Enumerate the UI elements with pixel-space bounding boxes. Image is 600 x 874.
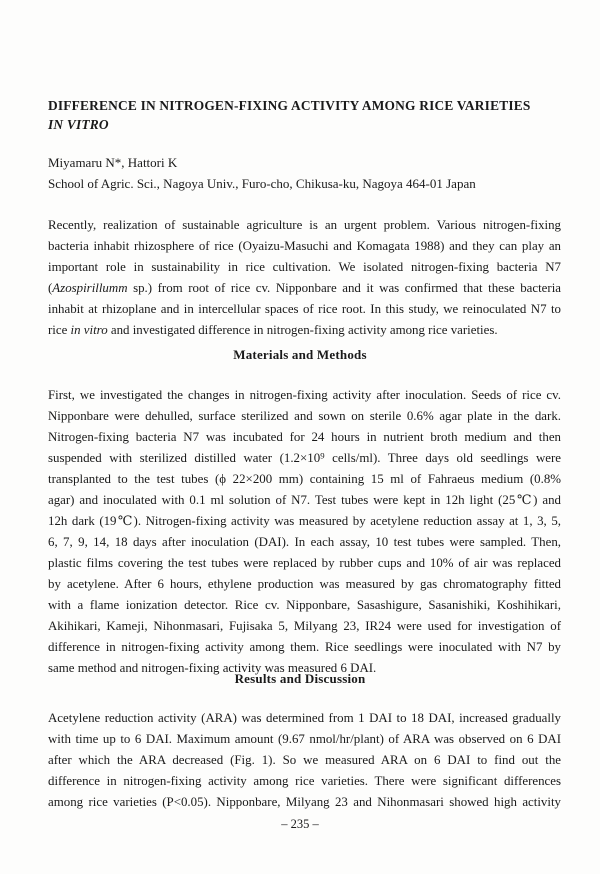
page-number: – 235 – [281, 817, 319, 831]
intro-line: Recently, realization of sustainable agriculture is an urgent problem. Various nitrogen-fixing [48, 218, 561, 232]
section-heading-results: Results and Discussion [234, 671, 366, 686]
methods-line: plastic films covering the test tubes were replaced by rubber cups and 10% of air was replaced [48, 556, 561, 570]
intro-line-last: rice in vitro and investigated difference in nitrogen-fixing activity among rice varieties. [48, 323, 498, 337]
paper-title [48, 96, 568, 134]
methods-line: First, we investigated the changes in nitrogen-fixing activity after inoculation. Seeds of rice cv. [48, 388, 561, 402]
results-paragraph [48, 708, 561, 813]
title-line-1: DIFFERENCE IN NITROGEN-FIXING ACTIVITY AMONG RICE VARIETIES [48, 98, 531, 113]
intro-paragraph [48, 215, 561, 341]
methods-line: difference in nitrogen-fixing activity among them. Rice seedlings were inoculated with N7 by [48, 640, 561, 654]
methods-line: same method and nitrogen-fixing activity was measured 6 DAI. [48, 661, 377, 675]
intro-line: important role in sustainability in rice cultivation. We isolated nitrogen-fixing bacteria N7 [48, 260, 561, 274]
methods-line: Nipponbare were dehulled, surface sterilized and sown on sterile 0.6% agar plate in the dark. [48, 409, 561, 423]
methods-line: suspended with sterilized distilled water (1.2×10⁹ cells/ml). Three days old seedlings were [48, 451, 561, 465]
methods-line: transplanted to the test tubes (ϕ 22×200 mm) containing 15 ml of Fahraeus medium (0.8% [48, 472, 561, 486]
intro-line-species: (Azospirillumm sp.) from root of rice cv. Nipponbare and it was confirmed that these bacteria [48, 281, 561, 295]
results-line: among rice varieties (P<0.05). Nipponbare, Milyang 23 and Nihonmasari showed high activity [48, 795, 561, 809]
methods-paragraph [48, 385, 561, 679]
methods-line: Akihikari, Kameji, Nihonmasari, Fujisaka 5, Milyang 23, IR24 were used for investigation of [48, 619, 561, 633]
results-line: Acetylene reduction activity (ARA) was determined from 1 DAI to 18 DAI, increased gradually [48, 711, 561, 725]
methods-line: 12h dark (19℃). Nitrogen-fixing activity was measured by acetylene reduction assay at 1, 3, 5, [48, 514, 561, 528]
section-heading-methods: Materials and Methods [233, 347, 367, 362]
methods-line: agar) and inoculated with 0.1 ml solution of N7. Test tubes were kept in 12h light (25℃) and [48, 493, 561, 507]
title-line-2: IN VITRO [48, 117, 109, 132]
results-line: after which the ARA decreased (Fig. 1). So we measured ARA on 6 DAI to find out the [48, 753, 561, 767]
methods-line: 6, 7, 9, 14, 18 days after inoculation (DAI). In each assay, 10 test tubes were sampled. Then, [48, 535, 561, 549]
methods-line: with a flame ionization detector. Rice cv. Nipponbare, Sasashigure, Sasanishiki, Koshihikari, [48, 598, 561, 612]
affiliation: School of Agric. Sci., Nagoya Univ., Furo-cho, Chikusa-ku, Nagoya 464-01 Japan [48, 176, 476, 191]
intro-line: bacteria inhabit rhizosphere of rice (Oyaizu-Masuchi and Komagata 1988) and they can play an [48, 239, 561, 253]
results-line: difference in nitrogen-fixing activity among rice varieties. There were significant differences [48, 774, 561, 788]
author-list: Miyamaru N*, Hattori K [48, 155, 178, 170]
intro-line: inhabit at rhizoplane and in intercellular spaces of rice root. In this study, we reinoculated N7 to [48, 302, 561, 316]
methods-line: Nitrogen-fixing bacteria N7 was incubated for 24 hours in nutrient broth medium and then [48, 430, 561, 444]
results-line: with time up to 6 DAI. Maximum amount (9.67 nmol/hr/plant) of ARA was observed on 6 DAI [48, 732, 561, 746]
species-name: Azospirillumm [52, 281, 128, 295]
methods-line: by acetylene. After 6 hours, ethylene production was measured by gas chromatography fitted [48, 577, 561, 591]
